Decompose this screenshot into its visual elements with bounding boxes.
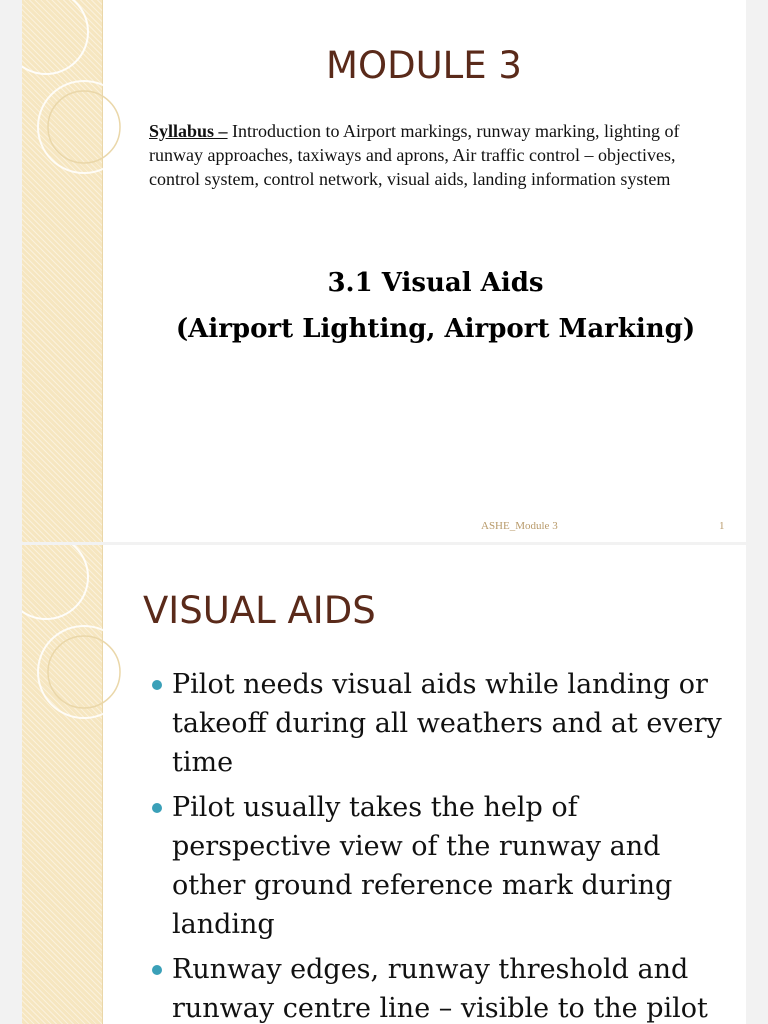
slide-2 bbox=[22, 545, 746, 1024]
bullet-text: Runway edges, runway threshold and runway centre line – visible to the pilot bbox=[172, 954, 708, 1024]
slide-1 bbox=[22, 0, 746, 542]
section-subheading: (Airport Lighting, Airport Marking) bbox=[175, 314, 696, 344]
syllabus-text: Introduction to Airport markings, runway marking, lighting of runway approaches, taxiways and aprons, Air traffic control – objectives, control system, control network, visual aids, landing information system bbox=[149, 121, 680, 189]
bullet-text: Pilot needs visual aids while landing or takeoff during all weathers and at every time bbox=[172, 669, 722, 778]
slide-title: MODULE 3 bbox=[326, 44, 522, 87]
footer-label: ASHE_Module 3 bbox=[481, 520, 558, 532]
bullet-dot-icon bbox=[152, 680, 162, 690]
section-heading: 3.1 Visual Aids bbox=[327, 268, 544, 298]
syllabus-paragraph bbox=[149, 119, 719, 191]
bullet-dot-icon bbox=[152, 803, 162, 813]
decorative-rings bbox=[22, 0, 132, 220]
syllabus-label: Syllabus – bbox=[149, 121, 228, 141]
bullet-item bbox=[22, 665, 746, 782]
bullet-dot-icon bbox=[152, 965, 162, 975]
bullet-item bbox=[22, 950, 746, 1024]
page-number: 1 bbox=[719, 520, 725, 532]
bullet-text: Pilot usually takes the help of perspective view of the runway and other ground reference mark during landing bbox=[172, 792, 673, 940]
slide-title: VISUAL AIDS bbox=[143, 589, 376, 632]
bullet-item bbox=[22, 788, 746, 944]
bullet-list bbox=[22, 665, 746, 1024]
